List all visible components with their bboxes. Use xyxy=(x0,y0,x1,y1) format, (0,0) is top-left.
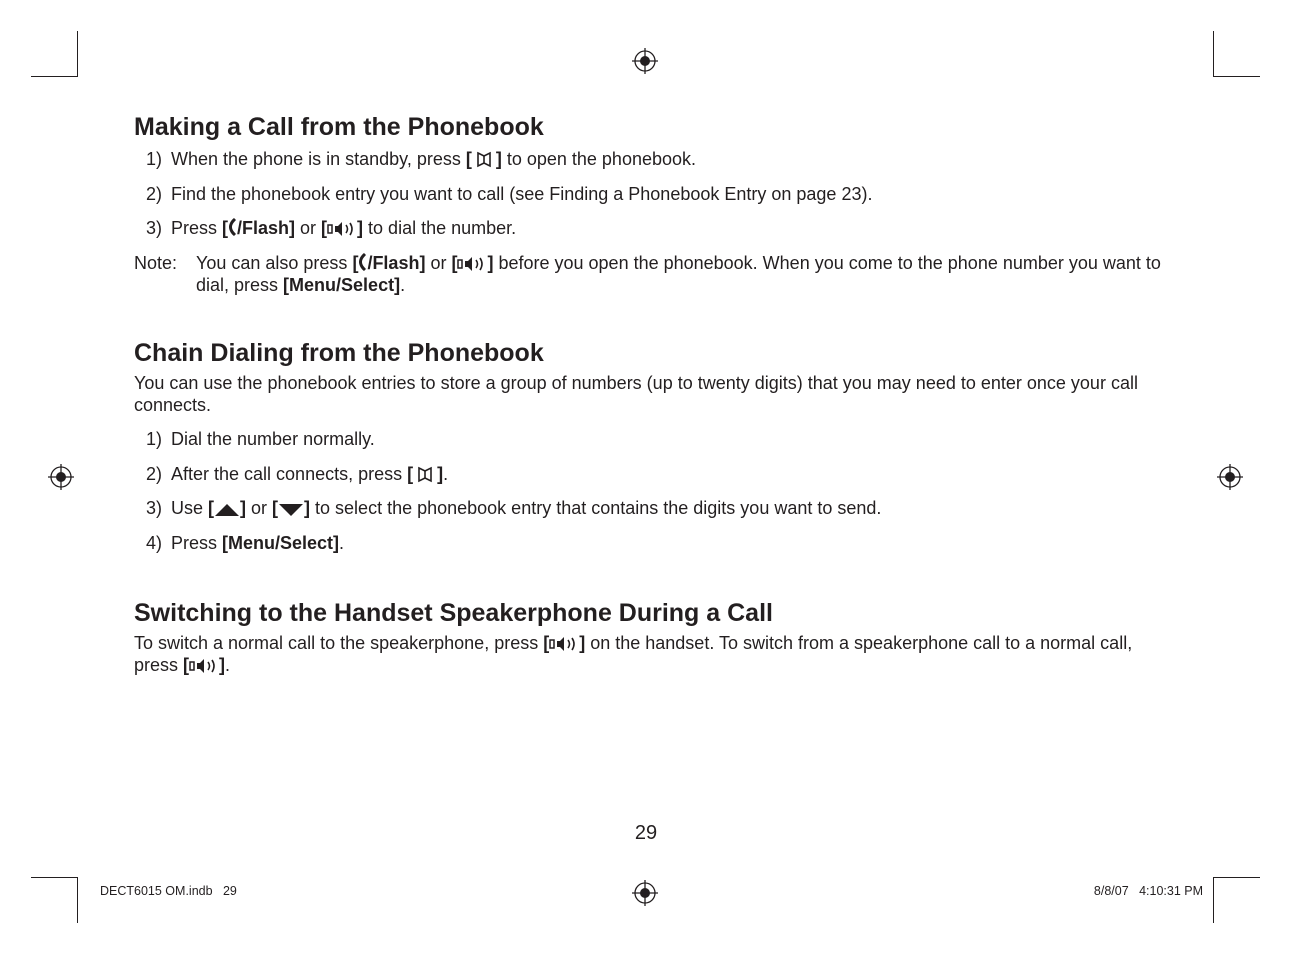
talk-icon xyxy=(228,217,237,237)
section-paragraph: To switch a normal call to the speakerphone, press [ ] on the handset. To switch from a speakerphone call to a normal call, press [ ]. xyxy=(134,632,1133,675)
menu-select-key: [Menu/Select] xyxy=(283,274,401,295)
list-item: 2) Find the phonebook entry you want to call (see Finding a Phonebook Entry on page 23). xyxy=(146,183,873,204)
crop-mark xyxy=(1214,877,1260,878)
registration-mark-icon xyxy=(632,880,658,906)
registration-mark-icon xyxy=(48,464,74,490)
section-heading-making-a-call: Making a Call from the Phonebook xyxy=(134,113,544,141)
list-item: 3) Use [ ] or [ ] to select the phonebook entry that contains the digits you want to send. xyxy=(146,498,882,518)
phonebook-icon xyxy=(418,466,432,483)
list-item: 4) Press [Menu/Select]. xyxy=(146,532,345,553)
list-item: 3) Press [ /Flash] or [ ] to dial the number. xyxy=(146,218,517,238)
talk-flash-key: [ /Flash] xyxy=(352,252,426,273)
list-item: 2) After the call connects, press [ ]. xyxy=(146,463,449,484)
crop-mark xyxy=(31,877,77,878)
speaker-key: [ ] xyxy=(321,218,364,238)
speaker-icon xyxy=(189,658,219,674)
speaker-key: [ ] xyxy=(451,252,494,273)
down-arrow-icon xyxy=(278,503,304,517)
speaker-key: [ ] xyxy=(183,654,226,675)
page-content xyxy=(134,110,1164,676)
section-intro: You can use the phonebook entries to store a group of numbers (up to twenty digits) that you may need to enter once your call connects. xyxy=(134,372,1138,415)
talk-flash-key: [ /Flash] xyxy=(222,218,296,238)
list-item: 1) When the phone is in standby, press [ ] to open the phonebook. xyxy=(146,149,697,169)
slug-left: DECT6015 OM.indb 29 xyxy=(100,884,237,898)
crop-mark xyxy=(77,877,78,923)
up-key: [ ] xyxy=(208,498,247,518)
section-heading-chain-dialing: Chain Dialing from the Phonebook xyxy=(134,338,544,367)
crop-mark xyxy=(1213,877,1214,923)
registration-mark-icon xyxy=(632,48,658,74)
registration-mark-icon xyxy=(1217,464,1243,490)
crop-mark xyxy=(77,31,78,77)
crop-mark xyxy=(1214,76,1260,77)
crop-mark xyxy=(1213,31,1214,77)
phonebook-icon xyxy=(477,151,491,168)
list-item: 1) Dial the number normally. xyxy=(146,429,375,449)
slug-right: 8/8/07 4:10:31 PM xyxy=(1093,884,1203,898)
page-number: 29 xyxy=(634,822,658,844)
up-arrow-icon xyxy=(214,503,240,517)
section-heading-speakerphone: Switching to the Handset Speakerphone During a Call xyxy=(134,598,773,627)
phonebook-key: [ ] xyxy=(465,149,502,169)
menu-select-key: [Menu/Select] xyxy=(222,532,340,553)
speaker-icon xyxy=(327,221,357,237)
speaker-icon xyxy=(549,636,579,652)
down-key: [ ] xyxy=(272,498,311,518)
note: Note: You can also press [ /Flash] or [ ] before you open the phonebook. When you come to the phone number you want to dial, press [Menu/Select]. xyxy=(134,252,1161,295)
speaker-icon xyxy=(457,256,487,272)
phonebook-key: [ ] xyxy=(407,463,444,484)
crop-mark xyxy=(31,76,77,77)
speaker-key: [ ] xyxy=(543,632,586,653)
